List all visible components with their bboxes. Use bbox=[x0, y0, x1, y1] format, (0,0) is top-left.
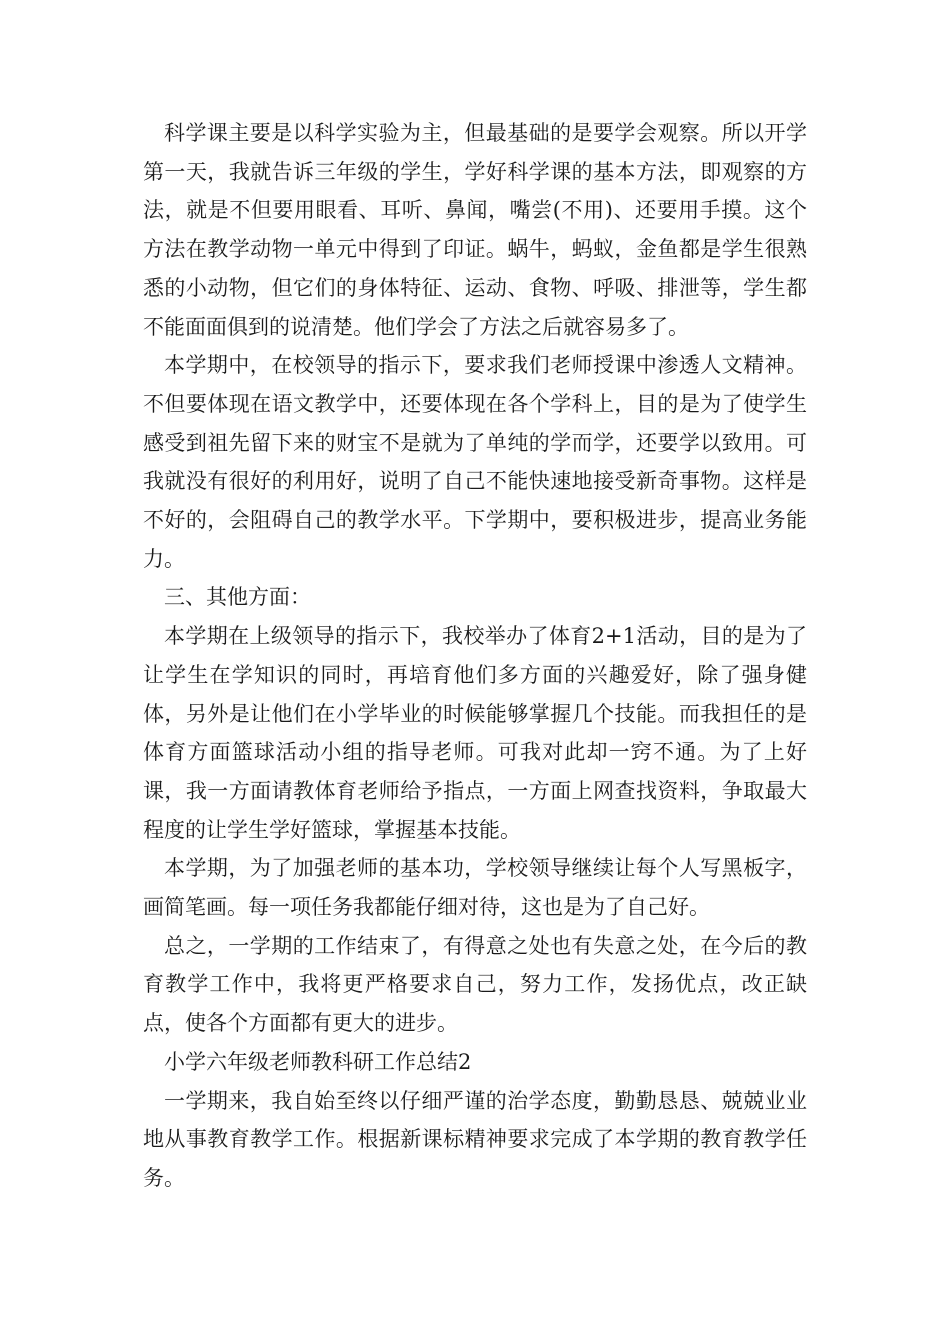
document-body bbox=[143, 114, 807, 1198]
paragraph-conclusion: 总之，一学期的工作结束了，有得意之处也有失意之处，在今后的教育教学工作中，我将更严格要求自己，努力工作，发扬优点，改正缺点，使各个方面都有更大的进步。 bbox=[143, 933, 807, 1036]
paragraph-science-observation: 科学课主要是以科学实验为主，但最基础的是要学会观察。所以开学第一天，我就告诉三年级的学生，学好科学课的基本方法，即观察的方法，就是不但要用眼看、耳听、鼻闻，嘴尝(不用)、还要用手摸。这个方法在教学动物一单元中得到了印证。蜗牛，蚂蚁，金鱼都是学生很熟悉的小动物，但它们的身体特征、运动、食物、呼吸、排泄等，学生都不能面面俱到的说清楚。他们学会了方法之后就容易多了。 bbox=[143, 121, 807, 339]
paragraph-basic-skills: 本学期，为了加强老师的基本功，学校领导继续让每个人写黑板字，画简笔画。每一项任务我都能仔细对待，这也是为了自己好。 bbox=[143, 856, 807, 920]
paragraph-humanistic-spirit: 本学期中，在校领导的指示下，要求我们老师授课中渗透人文精神。不但要体现在语文教学中，还要体现在各个学科上，目的是为了使学生感受到祖先留下来的财宝不是就为了单纯的学而学，还要学以致用。可我就没有很好的利用好，说明了自己不能快速地接受新奇事物。这样是不好的，会阻碍自己的教学水平。下学期中，要积极进步，提高业务能力。 bbox=[143, 353, 807, 571]
paragraph-semester-intro: 一学期来，我自始至终以仔细严谨的治学态度，勤勤恳恳、兢兢业业地从事教育教学工作。根据新课标精神要求完成了本学期的教育教学任务。 bbox=[143, 1088, 807, 1190]
section-heading-other-aspects: 三、其他方面： bbox=[164, 585, 311, 610]
paragraph-sports-activity: 本学期在上级领导的指示下，我校举办了体育2+1活动，目的是为了让学生在学知识的同时，再培育他们多方面的兴趣爱好，除了强身健体，另外是让他们在小学毕业的时候能够掌握几个技能。而我担任的是体育方面篮球活动小组的指导老师。可我对此却一窍不通。为了上好课，我一方面请教体育老师给予指点，一方面上网查找资料，争取最大程度的让学生学好篮球，掌握基本技能。 bbox=[143, 624, 807, 842]
article-title-summary-2: 小学六年级老师教科研工作总结2 bbox=[164, 1049, 472, 1074]
